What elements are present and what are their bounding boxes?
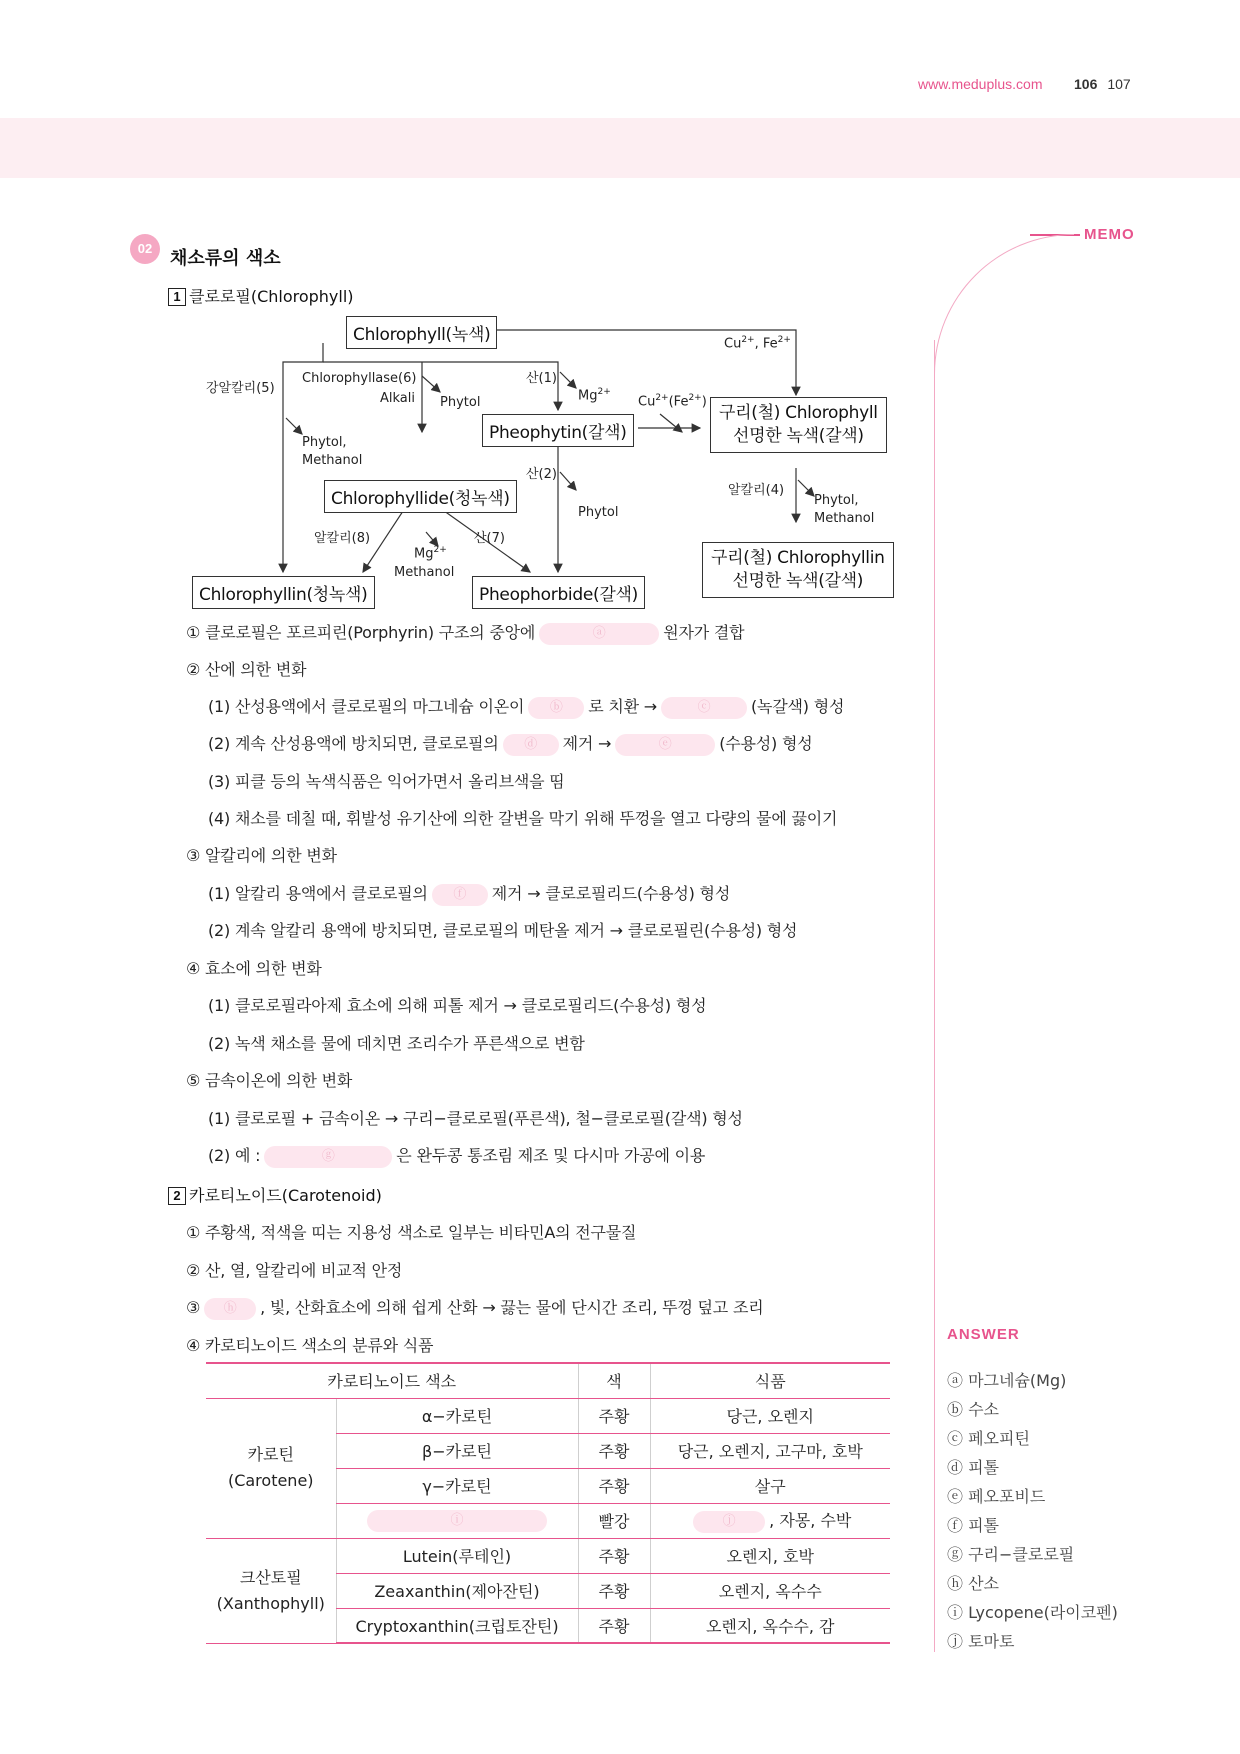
- page-numbers: [1074, 76, 1131, 92]
- carotenoid-item-1: ① 주황색, 적색을 띠는 지용성 색소로 일부는 비타민A의 전구물질: [186, 1223, 637, 1242]
- node-copper-chlorophyllin-name: 구리(철) Chlorophyllin: [711, 548, 885, 568]
- carotenoid-item-4: ④ 카로티노이드 색소의 분류와 식품: [186, 1336, 434, 1355]
- answer-item: ⓘ Lycopene(라이코펜): [947, 1603, 1118, 1622]
- site-url[interactable]: www.meduplus.com: [918, 76, 1043, 92]
- group-xanthophyll-name-en: (Xanthophyll): [216, 1593, 325, 1613]
- group-xanthophyll-name: 크산토필: [239, 1567, 302, 1587]
- node-pheophorbide: Pheophorbide(갈색): [472, 576, 645, 609]
- item-2-2: [208, 731, 812, 756]
- subheading-chlorophyll: [168, 284, 354, 307]
- item-2-2-text: (2) 계속 산성용액에 방치되면, 클로로필의: [208, 734, 499, 753]
- pigment-name: α−카로틴: [336, 1398, 578, 1433]
- subheading-number: 1: [168, 288, 186, 306]
- node-copper-chlorophyllin-color: 선명한 녹색(갈색): [732, 570, 864, 591]
- label-phytol-methanol-a: [302, 434, 362, 469]
- node-copper-chlorophyll-color: 선명한 녹색(갈색): [733, 425, 864, 446]
- pigment-name: Lutein(루테인): [336, 1538, 578, 1573]
- answer-item: ⓒ 페오피틴: [947, 1429, 1030, 1448]
- pigment-color: 주황: [578, 1433, 650, 1468]
- item-2-3: (3) 피클 등의 녹색식품은 익어가면서 올리브색을 띰: [208, 772, 565, 791]
- blank-b[interactable]: ⓑ: [528, 697, 584, 719]
- pigment-color: 주황: [578, 1538, 650, 1573]
- item-3-1: [208, 881, 730, 906]
- chlorophyll-reaction-diagram: [190, 310, 910, 610]
- item-3-1-text: (1) 알칼리 용액에서 클로로필의: [208, 884, 428, 903]
- carotenoid-item-2: ② 산, 열, 알칼리에 비교적 안정: [186, 1261, 403, 1280]
- item-5-2-text: (2) 예 :: [208, 1146, 261, 1165]
- pigment-food: 오렌지, 호박: [650, 1538, 890, 1573]
- table-header-row: [206, 1363, 890, 1398]
- table-row: [206, 1398, 890, 1433]
- pigment-color: 주황: [578, 1608, 650, 1643]
- node-copper-chlorophyllin: [702, 542, 894, 598]
- node-chlorophyllin: Chlorophyllin(청녹색): [192, 576, 375, 609]
- answer-item: ⓕ 피톨: [947, 1516, 999, 1535]
- blank-a[interactable]: ⓐ: [539, 623, 659, 645]
- table-header: 색: [578, 1363, 650, 1398]
- item-4-1: (1) 클로로필라아제 효소에 의해 피톨 제거 → 클로로필리드(수용성) 형성: [208, 996, 707, 1015]
- pigment-food: [650, 1503, 890, 1538]
- blank-i[interactable]: ⓘ: [367, 1510, 547, 1532]
- label-acid-7: 산(7): [474, 531, 505, 546]
- section-number-badge: 02: [130, 234, 160, 264]
- section-title: 채소류의 색소: [170, 248, 281, 269]
- pigment-name: Zeaxanthin(제아잔틴): [336, 1573, 578, 1608]
- label-mg-b: $Mg^{2+}$: [414, 545, 447, 562]
- page-number-left: 106: [1074, 76, 1098, 92]
- blank-d[interactable]: ⓓ: [503, 734, 559, 756]
- pigment-color: 빨강: [578, 1503, 650, 1538]
- carotenoid-table: [206, 1362, 890, 1644]
- item-2-2-mid: 제거 →: [562, 734, 612, 753]
- carotenoid-item-3: [186, 1295, 763, 1320]
- pigment-color: 주황: [578, 1573, 650, 1608]
- label-alkali: Alkali: [380, 391, 415, 406]
- pigment-food: 당근, 오렌지: [650, 1398, 890, 1433]
- item-4-2: (2) 녹색 채소를 물에 데치면 조리수가 푸른색으로 변함: [208, 1034, 585, 1053]
- table-row: [206, 1538, 890, 1573]
- label-alkali-8: 알칼리(8): [314, 531, 371, 546]
- item-2-1: [208, 694, 844, 719]
- label-phytol-methanol-a-2: Methanol: [302, 452, 363, 468]
- label-mg-b-text: Mg: [414, 546, 434, 562]
- item-5-2-post: 은 완두콩 통조림 제조 및 다시마 가공에 이용: [396, 1146, 706, 1165]
- pigment-food: 당근, 오렌지, 고구마, 호박: [650, 1433, 890, 1468]
- label-phytol-a: Phytol: [440, 395, 481, 410]
- node-copper-chlorophyll-name: 구리(철) Chlorophyll: [719, 403, 878, 423]
- node-chlorophyllide: Chlorophyllide(청녹색): [324, 480, 517, 513]
- blank-g[interactable]: ⓖ: [264, 1146, 392, 1168]
- label-phytol-methanol-b-2: Methanol: [814, 510, 875, 526]
- table-header: 식품: [650, 1363, 890, 1398]
- pigment-name: γ−카로틴: [336, 1468, 578, 1503]
- subheading-text: 클로로필(Chlorophyll): [189, 287, 354, 306]
- label-mg-a-text: Mg: [578, 388, 598, 404]
- answer-title: ANSWER: [947, 1326, 1020, 1343]
- label-phytol-methanol-a-1: Phytol,: [302, 435, 347, 450]
- item-3-2: (2) 계속 알칼리 용액에 방치되면, 클로로필의 메탄올 제거 → 클로로필린(수용성) 형성: [208, 921, 798, 940]
- memo-divider: [934, 340, 935, 1652]
- blank-h[interactable]: ⓗ: [204, 1298, 256, 1320]
- memo-arc: [934, 234, 1074, 374]
- answer-item: ⓖ 구리−클로로필: [947, 1545, 1075, 1564]
- answer-item: ⓔ 페오포비드: [947, 1487, 1046, 1506]
- answer-item: ⓙ 토마토: [947, 1632, 1015, 1651]
- label-acid-1: 산(1): [526, 371, 557, 386]
- item-2-1-text: (1) 산성용액에서 클로로필의 마그네슘 이온이: [208, 697, 525, 716]
- item-5-2: [208, 1143, 705, 1168]
- node-copper-chlorophyll: [710, 397, 887, 453]
- item-2-1-post: (녹갈색) 형성: [750, 697, 845, 716]
- answer-list: [947, 1368, 1118, 1658]
- blank-e[interactable]: ⓔ: [615, 734, 715, 756]
- answer-item: ⓑ 수소: [947, 1400, 999, 1419]
- item-2-4: (4) 채소를 데칠 때, 휘발성 유기산에 의한 갈변을 막기 위해 뚜껑을 열고 다량의 물에 끓이기: [208, 809, 838, 828]
- table-header: 카로티노이드 색소: [206, 1363, 578, 1398]
- pigment-food: 살구: [650, 1468, 890, 1503]
- pigment-color: 주황: [578, 1468, 650, 1503]
- carotenoid-item-3-num: ③: [186, 1298, 201, 1317]
- item-2: ② 산에 의한 변화: [186, 660, 307, 679]
- label-cu-fe-mid: $Cu^{2+}(Fe^{2+})$: [638, 393, 707, 410]
- header-band: [0, 118, 1240, 178]
- page-number-right: 107: [1107, 76, 1131, 92]
- label-chlorophyllase: Chlorophyllase(6): [302, 371, 417, 386]
- answer-item: ⓗ 산소: [947, 1574, 999, 1593]
- item-5: ⑤ 금속이온에 의한 변화: [186, 1071, 353, 1090]
- subheading-text: 카로티노이드(Carotenoid): [189, 1186, 382, 1205]
- answer-item: ⓓ 피톨: [947, 1458, 999, 1477]
- group-xanthophyll: [206, 1538, 336, 1643]
- item-1-text-post: 원자가 결합: [663, 623, 745, 642]
- label-methanol: Methanol: [394, 565, 455, 580]
- item-3: ③ 알칼리에 의한 변화: [186, 846, 337, 865]
- group-carotene-name: 카로틴: [247, 1445, 294, 1465]
- label-alkali-4: 알칼리(4): [728, 483, 785, 498]
- item-1: [186, 620, 744, 645]
- group-carotene: [206, 1398, 336, 1538]
- item-5-1: (1) 클로로필 + 금속이온 → 구리−클로로필(푸른색), 철−클로로필(갈색) 형성: [208, 1109, 743, 1128]
- subheading-carotenoid: [168, 1183, 382, 1206]
- pigment-name: β−카로틴: [336, 1433, 578, 1468]
- item-1-text: ① 클로로필은 포르피린(Porphyrin) 구조의 중앙에: [186, 623, 536, 642]
- item-4: ④ 효소에 의한 변화: [186, 959, 322, 978]
- answer-item: ⓐ 마그네슘(Mg): [947, 1371, 1067, 1390]
- pigment-color: 주황: [578, 1398, 650, 1433]
- blank-j[interactable]: ⓙ: [693, 1511, 765, 1533]
- carotenoid-item-3-text: , 빛, 산화효소에 의해 쉽게 산화 → 끓는 물에 단시간 조리, 뚜껑 덮고 조리: [260, 1298, 764, 1317]
- item-3-1-post: 제거 → 클로로필리드(수용성) 형성: [491, 884, 731, 903]
- subheading-number: 2: [168, 1187, 186, 1205]
- blank-c[interactable]: ⓒ: [661, 697, 747, 719]
- label-acid-2: 산(2): [526, 467, 557, 482]
- group-carotene-name-en: (Carotene): [227, 1471, 314, 1490]
- blank-f[interactable]: ⓕ: [432, 884, 488, 906]
- node-pheophytin: Pheophytin(갈색): [482, 414, 634, 447]
- pigment-name: [336, 1503, 578, 1538]
- pigment-food: 오렌지, 옥수수: [650, 1573, 890, 1608]
- node-chlorophyll: Chlorophyll(녹색): [346, 316, 497, 349]
- label-mg-a: $Mg^{2+}$: [578, 387, 611, 404]
- item-2-1-mid: 로 치환 →: [588, 697, 657, 716]
- pigment-food-text: , 자몽, 수박: [769, 1511, 852, 1531]
- label-phytol-methanol-b-1: Phytol,: [814, 493, 859, 508]
- label-phytol-methanol-b: [814, 492, 874, 527]
- pigment-food: 오렌지, 옥수수, 감: [650, 1608, 890, 1643]
- label-strong-alkali: 강알칼리(5): [206, 381, 275, 396]
- memo-label: MEMO: [1084, 226, 1135, 243]
- item-2-2-post: (수용성) 형성: [719, 734, 813, 753]
- label-phytol-b: Phytol: [578, 505, 619, 520]
- pigment-name: Cryptoxanthin(크립토잔틴): [336, 1608, 578, 1643]
- label-cu-fe-top: $Cu^{2+}$, $Fe^{2+}$: [724, 335, 791, 352]
